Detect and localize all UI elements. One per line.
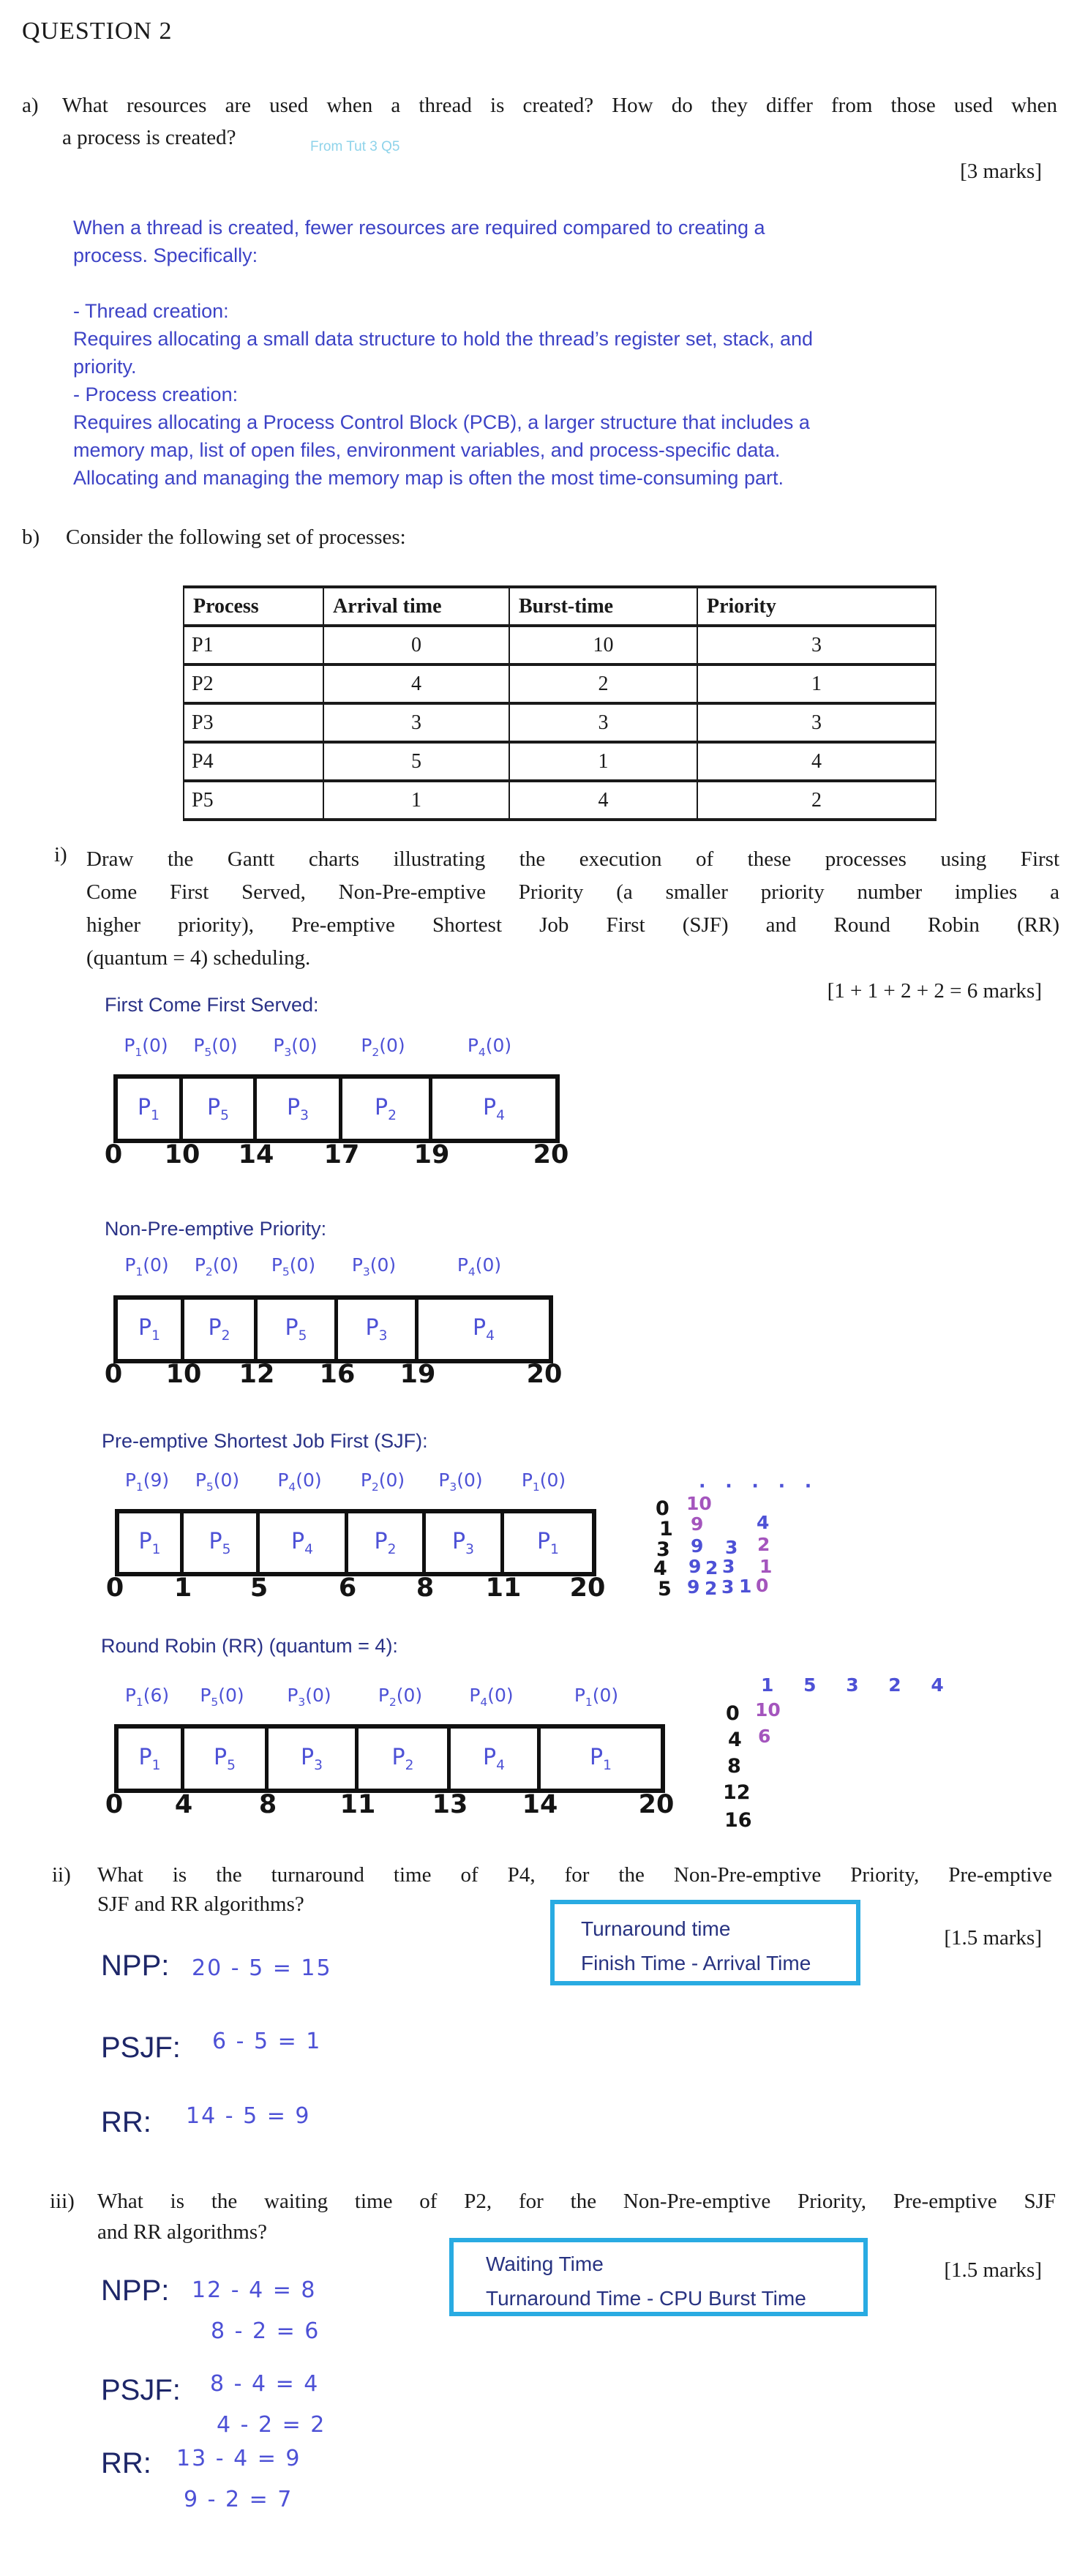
gantt-cell: $P_1$ — [119, 1513, 184, 1572]
scratch-value: 4 — [757, 1512, 770, 1533]
timeline-tick: 0 — [105, 1790, 124, 1819]
gantt-annotation: $P_5(0)$ — [200, 1685, 244, 1709]
gantt-annotation: $P_2(0)$ — [361, 1035, 405, 1059]
timeline-tick: 4 — [174, 1790, 193, 1819]
timeline-tick: 1 — [173, 1573, 192, 1603]
part-i-marks: [1 + 1 + 2 + 2 = 6 marks] — [827, 979, 1042, 1003]
answer-blank-line — [73, 269, 1054, 297]
part-iii-label: iii) — [50, 2190, 75, 2213]
priority-cell: 1 — [697, 664, 936, 703]
sjf-gantt-chart — [115, 1509, 596, 1576]
rr-waiting-equation: 9 - 2 = 7 — [184, 2487, 293, 2512]
timeline-tick: 5 — [249, 1573, 269, 1603]
process-cell: P5 — [184, 781, 323, 820]
scratch-value: 9 — [691, 1535, 704, 1557]
part-a-label: a) — [22, 94, 39, 117]
fcfs-annotation-row — [113, 1035, 551, 1059]
part-a-question-line: a process is created? — [62, 126, 236, 149]
scratch-value: 9 — [687, 1576, 700, 1598]
psjf-answer-label: PSJF: — [101, 2374, 181, 2406]
npp-answer-label: NPP: — [101, 1950, 170, 1982]
rr-annotation-row — [114, 1685, 656, 1709]
scratch-time: 16 — [724, 1809, 752, 1832]
gantt-annotation: $P_1(6)$ — [124, 1685, 170, 1709]
part-a-answer — [73, 214, 1054, 492]
table-header-row — [184, 587, 936, 626]
priority-cell: 2 — [697, 781, 936, 820]
timeline-tick: 19 — [413, 1140, 450, 1169]
scratch-value: 2 — [757, 1534, 770, 1555]
scratch-value: 2 — [705, 1557, 718, 1579]
arrival-cell: 5 — [323, 742, 509, 781]
question-text-line: and RR algorithms? — [97, 2220, 267, 2244]
burst-cell: 2 — [509, 664, 697, 703]
arrival-cell: 0 — [323, 626, 509, 664]
gantt-cell: $P_1$ — [590, 1744, 612, 1773]
rr-waiting-equation: 13 - 4 = 9 — [176, 2446, 301, 2471]
gantt-annotation: $P_1(0)$ — [521, 1469, 566, 1494]
gantt-annotation: $P_4(0)$ — [467, 1035, 512, 1059]
part-b-label: b) — [22, 525, 40, 549]
table-row — [184, 781, 936, 820]
npp-gantt-chart — [113, 1295, 553, 1363]
watermark-note: From Tut 3 Q5 — [310, 139, 400, 154]
priority-cell: 3 — [697, 626, 936, 664]
scratch-time: 4 — [728, 1729, 742, 1751]
scratch-value: 6 — [758, 1726, 771, 1747]
gantt-cell: $P_1$ — [119, 1729, 184, 1789]
scratch-time: 4 — [653, 1557, 667, 1580]
gantt-annotation: $P_3(0)$ — [273, 1035, 318, 1059]
page-title: QUESTION 2 — [22, 18, 173, 45]
gantt-cell: $P_3$ — [257, 1079, 342, 1139]
timeline-tick: 8 — [416, 1573, 435, 1603]
timeline-tick: 11 — [485, 1573, 522, 1603]
timeline-tick: 17 — [323, 1140, 360, 1169]
gantt-annotation: $P_3(0)$ — [438, 1469, 483, 1494]
scratch-value: 3 — [721, 1576, 735, 1598]
timeline-tick: 20 — [533, 1140, 569, 1169]
gantt-annotation: $P_1(0)$ — [124, 1035, 168, 1059]
answer-line: When a thread is created, fewer resources are required compared to creating a — [73, 217, 765, 239]
rr-answer-label: RR: — [101, 2447, 151, 2479]
scratch-dots: · · · · · — [699, 1475, 819, 1497]
question-text-line: SJF and RR algorithms? — [97, 1892, 304, 1916]
gantt-annotation: $P_5(0)$ — [195, 1469, 240, 1494]
timeline-tick: 16 — [319, 1360, 356, 1389]
callout-line: Waiting Time — [486, 2253, 604, 2275]
npp-annotation-row — [113, 1254, 544, 1278]
npp-waiting-equation: 8 - 2 = 6 — [211, 2318, 320, 2344]
gantt-annotation: $P_1(0)$ — [124, 1254, 169, 1278]
table-row — [184, 703, 936, 742]
timeline-tick: 8 — [258, 1790, 277, 1819]
part-i-question — [86, 843, 1059, 975]
timeline-tick: 10 — [165, 1360, 202, 1389]
scratch-value: 1 — [739, 1576, 752, 1597]
arrival-cell: 4 — [323, 664, 509, 703]
answer-line: Requires allocating a Process Control Block (PCB), a larger structure that includes a — [73, 411, 810, 433]
part-iii-marks: [1.5 marks] — [944, 2258, 1042, 2282]
column-header: Arrival time — [323, 587, 509, 626]
part-b-text: Consider the following set of processes: — [66, 525, 406, 549]
answer-line: Requires allocating a small data structure to hold the thread’s register set, stack, and — [73, 328, 814, 350]
process-cell: P3 — [184, 703, 323, 742]
question-text-line: Come First Served, Non-Pre-emptive Priority (a smaller priority number implies a — [86, 880, 1059, 904]
process-cell: P2 — [184, 664, 323, 703]
gantt-annotation: $P_4(0)$ — [277, 1469, 322, 1494]
gantt-annotation: $P_1(0)$ — [574, 1685, 619, 1709]
gantt-cell: $P_4$ — [483, 1094, 505, 1123]
question-text-line: (quantum = 4) scheduling. — [86, 946, 311, 970]
arrival-cell: 1 — [323, 781, 509, 820]
column-header: Process — [184, 587, 323, 626]
column-header: Priority — [697, 587, 936, 626]
gantt-cell: $P_4$ — [260, 1513, 348, 1572]
timeline-tick: 11 — [339, 1790, 376, 1819]
timeline-tick: 0 — [104, 1360, 123, 1389]
gantt-annotation: $P_2(0)$ — [378, 1685, 423, 1709]
scratch-time: 5 — [658, 1578, 672, 1600]
scratch-time: 1 — [659, 1518, 673, 1540]
scratch-time: 8 — [727, 1755, 741, 1778]
gantt-cell: $P_3$ — [426, 1513, 504, 1572]
gantt-annotation: $P_3(0)$ — [287, 1685, 331, 1709]
scratch-time: 12 — [723, 1781, 751, 1804]
psjf-turnaround-equation: 6 - 5 = 1 — [212, 2029, 322, 2054]
gantt-cell: $P_5$ — [258, 1300, 338, 1359]
timeline-tick: 6 — [338, 1573, 357, 1603]
priority-cell: 3 — [697, 703, 936, 742]
scratch-value: 10 — [686, 1493, 712, 1514]
npp-waiting-equation: 12 - 4 = 8 — [192, 2277, 317, 2303]
gantt-cell: $P_5$ — [183, 1079, 257, 1139]
table-row — [184, 626, 936, 664]
scratch-value: 10 — [755, 1699, 781, 1721]
timeline-tick: 0 — [105, 1573, 124, 1603]
gantt-cell: $P_2$ — [184, 1300, 258, 1359]
answer-line: Allocating and managing the memory map is often the most time-consuming part. — [73, 467, 784, 489]
timeline-tick: 10 — [164, 1140, 200, 1169]
timeline-tick: 14 — [522, 1790, 558, 1819]
question-text-line: higher priority), Pre-emptive Shortest Job First (SJF) and Round Robin (RR) — [86, 913, 1059, 937]
fcfs-gantt-chart — [113, 1074, 560, 1143]
process-table — [183, 585, 937, 821]
gantt-annotation: $P_2(0)$ — [360, 1469, 405, 1494]
gantt-cell: $P_1$ — [118, 1300, 184, 1359]
burst-cell: 10 — [509, 626, 697, 664]
answer-line: priority. — [73, 356, 137, 378]
question-text-line: What is the turnaround time of P4, for the Non-Pre-emptive Priority, Pre-emptive — [97, 1863, 1052, 1887]
part-a-question-line: What resources are used when a thread is created? How do they differ from those used when — [62, 94, 1057, 117]
scratch-time: 0 — [656, 1497, 669, 1520]
timeline-tick: 20 — [526, 1360, 563, 1389]
gantt-annotation: $P_5(0)$ — [271, 1254, 316, 1278]
psjf-waiting-equation: 4 - 2 = 2 — [217, 2412, 326, 2438]
process-cell: P4 — [184, 742, 323, 781]
scratch-value: 3 — [725, 1537, 738, 1558]
sjf-annotation-row — [115, 1469, 588, 1494]
psjf-answer-label: PSJF: — [101, 2032, 181, 2064]
burst-cell: 1 — [509, 742, 697, 781]
scratch-value: 2 — [705, 1578, 718, 1599]
priority-cell: 4 — [697, 742, 936, 781]
question-text-line: Draw the Gantt charts illustrating the execution of these processes using First — [86, 847, 1059, 871]
gantt-cell: $P_4$ — [473, 1315, 495, 1344]
gantt-annotation: $P_3(0)$ — [351, 1254, 397, 1278]
table-row — [184, 664, 936, 703]
gantt-cell: $P_1$ — [118, 1079, 183, 1139]
table-row — [184, 742, 936, 781]
part-i-label: i) — [54, 843, 67, 866]
gantt-cell: $P_5$ — [184, 1513, 260, 1572]
callout-line: Turnaround Time - CPU Burst Time — [486, 2287, 806, 2310]
callout-line: Finish Time - Arrival Time — [581, 1952, 811, 1974]
answer-line: process. Specifically: — [73, 244, 258, 266]
part-ii-label: ii) — [52, 1863, 71, 1887]
npp-turnaround-equation: 20 - 5 = 15 — [192, 1955, 332, 1981]
scratch-time: 0 — [726, 1702, 740, 1725]
timeline-tick: 0 — [104, 1140, 123, 1169]
npp-answer-label: NPP: — [101, 2274, 170, 2307]
gantt-annotation: $P_5(0)$ — [193, 1035, 238, 1059]
gantt-annotation: $P_4(0)$ — [469, 1685, 514, 1709]
question-text-line: What is the waiting time of P2, for the Non-Pre-emptive Priority, Pre-emptive SJF — [97, 2190, 1056, 2213]
burst-cell: 4 — [509, 781, 697, 820]
column-header: Burst-time — [509, 587, 697, 626]
gantt-cell: $P_2$ — [348, 1513, 426, 1572]
gantt-cell: $P_4$ — [451, 1729, 541, 1789]
scratch-value: 1 — [759, 1556, 773, 1577]
rr-answer-label: RR: — [101, 2106, 151, 2138]
timeline-tick: 20 — [569, 1573, 606, 1603]
sjf-chart-label: Pre-emptive Shortest Job First (SJF): — [102, 1430, 428, 1452]
gantt-cell: $P_2$ — [342, 1079, 432, 1139]
scratch-time: 3 — [656, 1538, 670, 1561]
gantt-annotation: $P_1(9)$ — [124, 1469, 170, 1494]
arrival-cell: 3 — [323, 703, 509, 742]
scratch-value: 3 — [722, 1556, 735, 1577]
callout-line: Turnaround time — [581, 1917, 731, 1940]
scratch-value: 9 — [688, 1556, 702, 1577]
answer-line: - Process creation: — [73, 383, 239, 405]
process-cell: P1 — [184, 626, 323, 664]
fcfs-chart-label: First Come First Served: — [105, 994, 319, 1016]
scratch-value: 9 — [691, 1513, 704, 1535]
timeline-tick: 20 — [638, 1790, 675, 1819]
gantt-cell: $P_1$ — [537, 1528, 559, 1557]
rr-chart-label: Round Robin (RR) (quantum = 4): — [101, 1635, 398, 1657]
timeline-tick: 13 — [432, 1790, 468, 1819]
burst-cell: 3 — [509, 703, 697, 742]
answer-line: - Thread creation: — [73, 300, 229, 322]
rr-turnaround-equation: 14 - 5 = 9 — [186, 2103, 311, 2129]
scratch-value: 0 — [756, 1575, 769, 1596]
psjf-waiting-equation: 8 - 4 = 4 — [210, 2371, 320, 2397]
rr-gantt-chart — [114, 1724, 665, 1793]
scratch-queue-order: 1 5 3 2 4 — [761, 1674, 956, 1696]
gantt-cell: $P_3$ — [338, 1300, 419, 1359]
gantt-cell: $P_3$ — [269, 1729, 359, 1789]
timeline-tick: 12 — [239, 1360, 275, 1389]
gantt-annotation: $P_4(0)$ — [457, 1254, 502, 1278]
answer-line: memory map, list of open files, environment variables, and process-specific data. — [73, 439, 781, 461]
gantt-cell: $P_5$ — [184, 1729, 269, 1789]
npp-chart-label: Non-Pre-emptive Priority: — [105, 1218, 327, 1240]
timeline-tick: 19 — [399, 1360, 436, 1389]
gantt-annotation: $P_2(0)$ — [194, 1254, 239, 1278]
part-a-marks: [3 marks] — [960, 160, 1042, 183]
part-ii-marks: [1.5 marks] — [944, 1926, 1042, 1950]
timeline-tick: 14 — [238, 1140, 274, 1169]
gantt-cell: $P_2$ — [359, 1729, 451, 1789]
